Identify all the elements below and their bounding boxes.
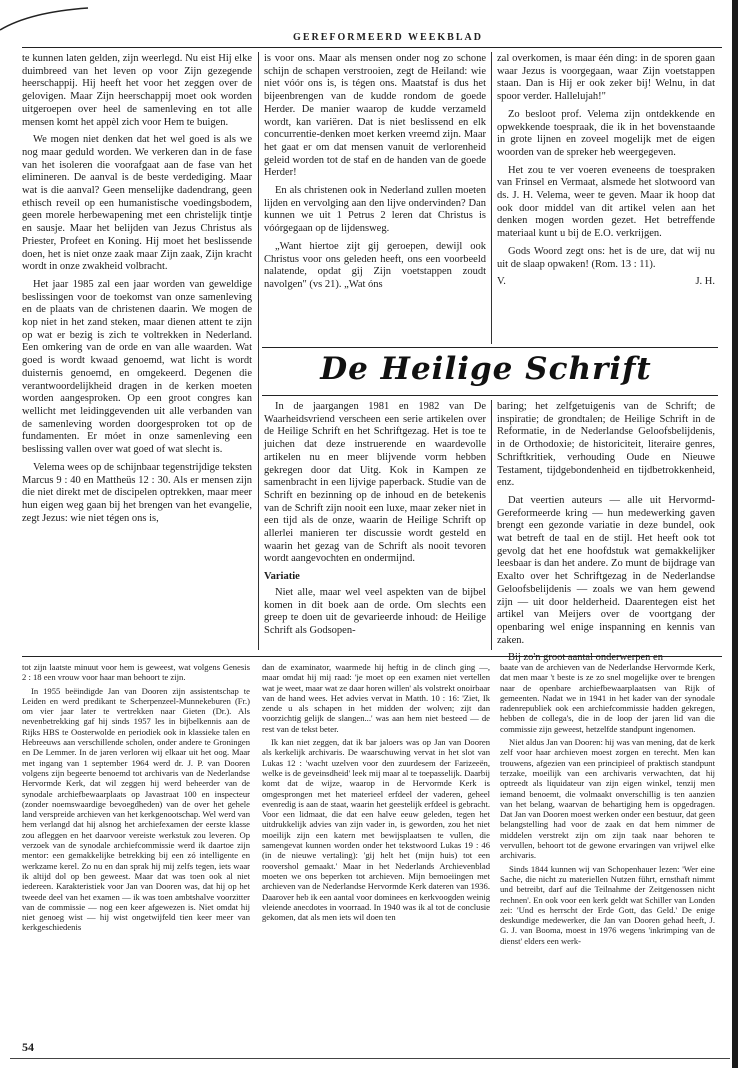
paragraph: baring; het zelfgetuigenis van de Schrift; de inspiratie; de grondtalen; de Heilige Schrift in de Reformatie, in de Nederlandse Geloofsbelijdenis, in de Orthodoxie; de historiciteit, literaire genres, Schriftkritiek, verhouding Oude en Nieuwe Testament, tijdgebondenheid en tijdbetrokkenheid, enz. [497,401,715,489]
paragraph: „Want hiertoe zijt gij geroepen, dewijl ook Christus voor ons geleden heeft, ons een voorbeeld nalatende, opdat gij Zijn voetstappen zoudt navolgen" (vs 21). „Wat óns [264,240,486,290]
scan-edge [732,0,738,1068]
signature-author: J. H. [695,276,715,288]
paragraph: dan de examinator, waarmede hij heftig in de clinch ging —, maar omdat hij mij raad: 'je moet op een examen niet vertellen wat je weet, maar wat ze daar horen willen' als volstrekt onoirbaar van de hand wees. Het advies vervat in Matth. 10 : 16: 'Ziet, Ik zende u als schapen in het midden der wolven; zijt dan voorzichtig gelijk de slangen...' was aan hem niet besteed — de rest van de tekst beter. [262,662,490,734]
paragraph: Ik kan niet zeggen, dat ik bar jaloers was op Jan van Dooren als kerkelijk archivaris. De waarschuwing vervat in het slot van Lukas 12 : 'wacht uzelven voor den zuurdesem der Farizeeën, welke is de geveinsdheid' leek mij maar al te toepasselijk. Daarbij komt dat de wijze, waarop in de Hervormde Kerk is omgesprongen met het materieel erfdeel der vaderen, geheel evenredig is aan de staat, waarin het geestelijk erfdeel is gebracht. Voor een lidmaat, die dat een halve eeuw geleden, tegen het uitdrukkelijk advies van zijn vader in, is geworden, zou het niet moeilijk zijn een katern met bewijsplaatsen te vullen, die samengevat kunnen worden onder het tekstwoord Lukas 19 : 46 (in de nieuwe vertaling): 'gij helt het (mijn huis) tot een roovershol gemaakt.' Maar in het Nederlands Archievenblad moeten we ons beperken tot archieven. Mijn bemoeiingen met archieven van de Nederlandse Hervormde Kerk dateren van 1936. Daarover heb ik een aantal voor dominees en kerkvoogden weinig vleiende anecdotes in voorraad. In 1940 was ik al tot de conclusie gekomen, dat als men iets wil doen ten [262,737,490,923]
paragraph: Velema wees op de schijnbaar tegenstrijdige teksten Marcus 9 : 40 en Mattheüs 12 : 30. Als er mensen zijn die niet direkt met de discipelen optrekken, maar meer hun eigen weg gaan bij het brengen van het evangelie, zegt Jezus: wie niet tégen ons is, [22,461,252,524]
column-rule [258,52,259,650]
insert-column-2 [262,662,490,925]
paragraph: is voor ons. Maar als mensen onder nog zo schone schijn de schapen verstrooien, zegt de Heiland: wie niet vóór ons is, is tégen ons. Maatstaf is dus het bijeenbrengen van de kudde rondom de goede Herder. De manier waarop de kudde verzameld wordt, kan variëren. Dat is niet beslissend en elk concurrentie-denken moet kerken vreemd zijn. Maar het gaat er om dat mensen vanuit de verlorenheid geleid worden tot de staf en de handen van de goede Herder! [264,53,486,179]
paragraph: te kunnen laten gelden, zijn weerlegd. Nu eist Hij elke duimbreed van het leven op voor Zijn gezegende heerschappij. Hij heeft het voor het zeggen over de gelovigen. Maar Zijn heerschappij moet ook worden uitgeroepen over heel de samenleving en tot alle mensen komt het appèl zich voor Hem te buigen. [22,53,252,128]
paragraph: In 1955 beëindigde Jan van Dooren zijn assistentschap te Leiden en werd predikant te Scherpenzeel-Munnekeburen (Fr.) om vier jaar later te vertrekken naar Gieten (Dr.). Als nevenbetrekking gaf hij sinds 1957 les in bijbelkennis aan de Rijks HBS te Oosterwolde en periodiek ook in klassieke talen en Hebreeuws aan verschillende scholen, onder andere te Groningen en De Lemmer. In de jaren verloren wij elkaar uit het oog. Maar met ingang van 1 september 1964 werd dr. J. P. van Dooren volgens zijn begeerte benoemd tot archivaris van de Nederlandse Hervormde Kerk, dat wil zeggen hij werd beheerder van de synodale archiefbewaarplaats op Javastraat 100 en inspecteur (zonder noemswaardige bevoegdheden) van de over het gehele land verspreide archieven van het kerkgenootschap. Wel werd van hem verlangd dat hij alsnog het archiefexamen der eerste klasse zou afleggen en het daarvoor vereiste werkstuk zou leveren. Op verzoek van de synodale archiefcommissie werd ik daartoe zijn mentor: een gemakkelijke betrekking bij een zó intelligente en werkzame kerel. Zo nu en dan sprak hij mij zelfs tegen, iets waar ik altijd dol op ben geweest. Maar dat was toen ook al niet iedereen. Karakteristiek voor Jan van Dooren was, dat hij op het tweede deel van het examen — ik was toen ambtshalve voorzitter van de commissie — nog een keer afgewezen is. Niet omdat hij niet genoeg wist — hij wist ongetwijfeld tien keer meer van kerkgeschiedenis [22,685,250,933]
signature [497,276,715,289]
header-rule [22,47,722,48]
title-rule-bottom [262,395,718,396]
insert-column-1 [22,662,250,936]
paragraph: En als christenen ook in Nederland zullen moeten lijden en vervolging aan den lijve ondervinden? Dan kunnen we uit 1 Petrus 2 leren dat Christus is vóórgegaan op de lijdensweg. [264,185,486,235]
title-rule-top [262,347,718,348]
bottom-rule [10,1058,730,1059]
signature-initial: V. [497,276,506,288]
paragraph: Niet aldus Jan van Dooren: hij was van mening, dat de kerk zelf voor haar archieven moest zorgen en terecht. Men kan trouwens, afgezien van een principieel of praktisch standpunt terzake, moeilijk van een archivaris verwachten, dat hij optreedt als liquidateur van zijn eigen winkel, tenzij men iemand benoemt, die volmaakt onverschillig is ten aanzien van het belang, waarvan de behartiging hem is opgedragen. Dat Jan van Dooren moest werken onder een bestuur, dat geen belangstelling had voor de zaak en dat hem nimmer de middelen verstrekt zijn om zijn taak naar behoren te vervullen, behoort tot de gewone ervaringen van vrijwel elke archivaris. [500,737,715,861]
paragraph: We mogen niet denken dat het wel goed is als we nog maar geduld worden. We verkeren dan in de fase van het isoleren die voorafgaat aan de fase van het elimineren. De aanval is de beste verdediging. Maar wat is die aanval? Geen menselijke dadendrang, geen ethisch reveil op een humanistische voedingsbodem, geen morele herbewapening met een christelijk tintje en sausje. Maar het belijden van Jezus Christus als Priester, Profeet en Koning. Hij moet het beslissende doen, het is niet onze zaak maar Zijn zaak, Zijn kracht wordt in onze zwakheid volbracht. [22,134,252,273]
paragraph: Gods Woord zegt ons: het is de ure, dat wij nu uit de slaap opwaken! (Rom. 13 : 11). [497,245,715,270]
section-heading: Variatie [264,571,300,583]
paragraph: Zo besloot prof. Velema zijn ontdekkende en opwekkende toespraak, die ik in het bovenstaande in grote lijnen en zoveel mogelijk met de eigen woorden van de spreker heb weergegeven. [497,108,715,158]
running-header: GEREFORMEERD WEEKBLAD [293,32,483,43]
column-rule [491,400,492,650]
section-divider [22,656,722,657]
paragraph: Het jaar 1985 zal een jaar worden van geweldige beslissingen voor de toekomst van onze samenleving en de plaats van de christenen daarin. We mogen de kop niet in het zand steken, maar dienen attent te zijn op wat er bezig is zich te voltrekken in Nederland. Een omkering van de orde en van alle waarden. Wat goed is wordt kwaad genoemd, wat licht is wordt duisternis genoemd, en omgekeerd. Degenen die verantwoordelijkheid dragen in de kerken moeten worden aangesproken. Op een groot congres kan wellicht met leidinggevenden uit alle verbanden van de samenleving worden doorgesproken tot op de fundamenten. Er móet in onze samenleving een beslissing vallen over wat goed of wat slecht is. [22,278,252,456]
paragraph: tot zijn laatste minuut voor hem is geweest, wat volgens Genesis 2 : 18 een vrouw voor haar man behoort te zijn. [22,662,250,683]
article-title: De Heilige Schrift [320,351,652,387]
corner-stroke [0,0,90,40]
page-number: 54 [22,1040,34,1054]
paragraph: Dat veertien auteurs — alle uit Hervormd-Gereformeerde kring — hun medewerking gaven brengt een gezonde variatie in deze bundel, ook wat betreft de taal en de stijl. Het heeft ook tot gevolg dat het ene hoofdstuk wat gemakkelijker leesbaar is dan het andere. Zo munt de bijdrage van Exalto over het Schriftgezag in de Nederlandse Geloofsbelijdenis — zoals we van hem gewend zijn — uit door helderheid. Daarentegen eist het artikel van Meijers over de voortgang der openbaring wel enige inspanning en kennis van zaken. [497,494,715,646]
paragraph: Sinds 1844 kunnen wij van Schopenhauer lezen: 'Wer eine Sache, die nicht zu materiellen Nutzen führt, ernsthaft nimmt und betreibt, darf auf die Teilnahme der Zeitgenossen nicht rechnen'. En ook voor een kerk geldt wat Schiller van Londen zei: 'Und es herrscht der Erde Gott, das Geld.' De enige deskundige medewerker, die Jan van Dooren gehad heeft, J. G. J. van Booma, moest in 1976 wegens 'inkrimping van de dienst' elders een werk- [500,863,715,946]
review-column-right [497,401,715,670]
paragraph: In de jaargangen 1981 en 1982 van De Waarheidsvriend verscheen een serie artikelen over de Heilige Schrift en het Schriftgezag. Het is toe te juichen dat deze instruerende en waardevolle artikelen nu en meer blijvende vorm hebben gekregen door dat Uitg. Kok in Kampen ze samenbracht in een lijvige paperback. Studie van de Schrift en bezinning op de inhoud en de betekenis van de Schrift zijn nooit een luxe, maar zeker niet in een tijd als de onze, waarin de Heilige Schrift op allerlei manieren ter discussie wordt gesteld en waarin het gezag van de Schrift als nooit tevoren wordt aangevochten en ondermijnd. [264,401,486,565]
paragraph: Niet alle, maar wel veel aspekten van de bijbel komen in dit boek aan de orde. Om slechts een greep te doen uit de gevarieerde inhoud: de Heilige Schrift als Godsopen- [264,586,486,636]
paragraph: baate van de archieven van de Nederlandse Hervormde Kerk, dat men maar 't beste is ze zo snel mogelijke over te brengen naar de openbare archiefbewaarplaatsen van Rijk of gemeenten. Nadat we in 1941 in het kader van der synodale radenrepubliek ook een archiefcommissie hadden gekregen, hebben de collega's, die in de loop der jaren lid van die commissie zijn geweest, hetzelfde standpunt ingenomen. [500,662,715,734]
paragraph: Bij zo'n groot aantal onderwerpen en [508,652,663,664]
paragraph: Het zou te ver voeren eveneens de toespraken van Frinsel en Vermaat, alsmede het slotwoord van ds. J. H. Velema, weer te geven. Maar ik hoop dat ook door middel van dit artikel velen aan het denken mogen worden gezet. Het betreffende materiaal kunt u bij de E.O. verkrijgen. [497,164,715,240]
review-column-left [264,401,486,643]
article-column-2 [264,53,486,297]
article-column-3 [497,53,715,289]
column-rule [491,52,492,344]
paragraph: zal overkomen, is maar één ding: in de sporen gaan waar Jezus is voorgegaan, waar Zijn voetstappen staan. Dan is Hij er ook zeker bij! Welnu, in dat spoor verder. Hallelujah!" [497,53,715,103]
article-column-1 [22,53,252,530]
insert-column-3 [500,662,715,949]
